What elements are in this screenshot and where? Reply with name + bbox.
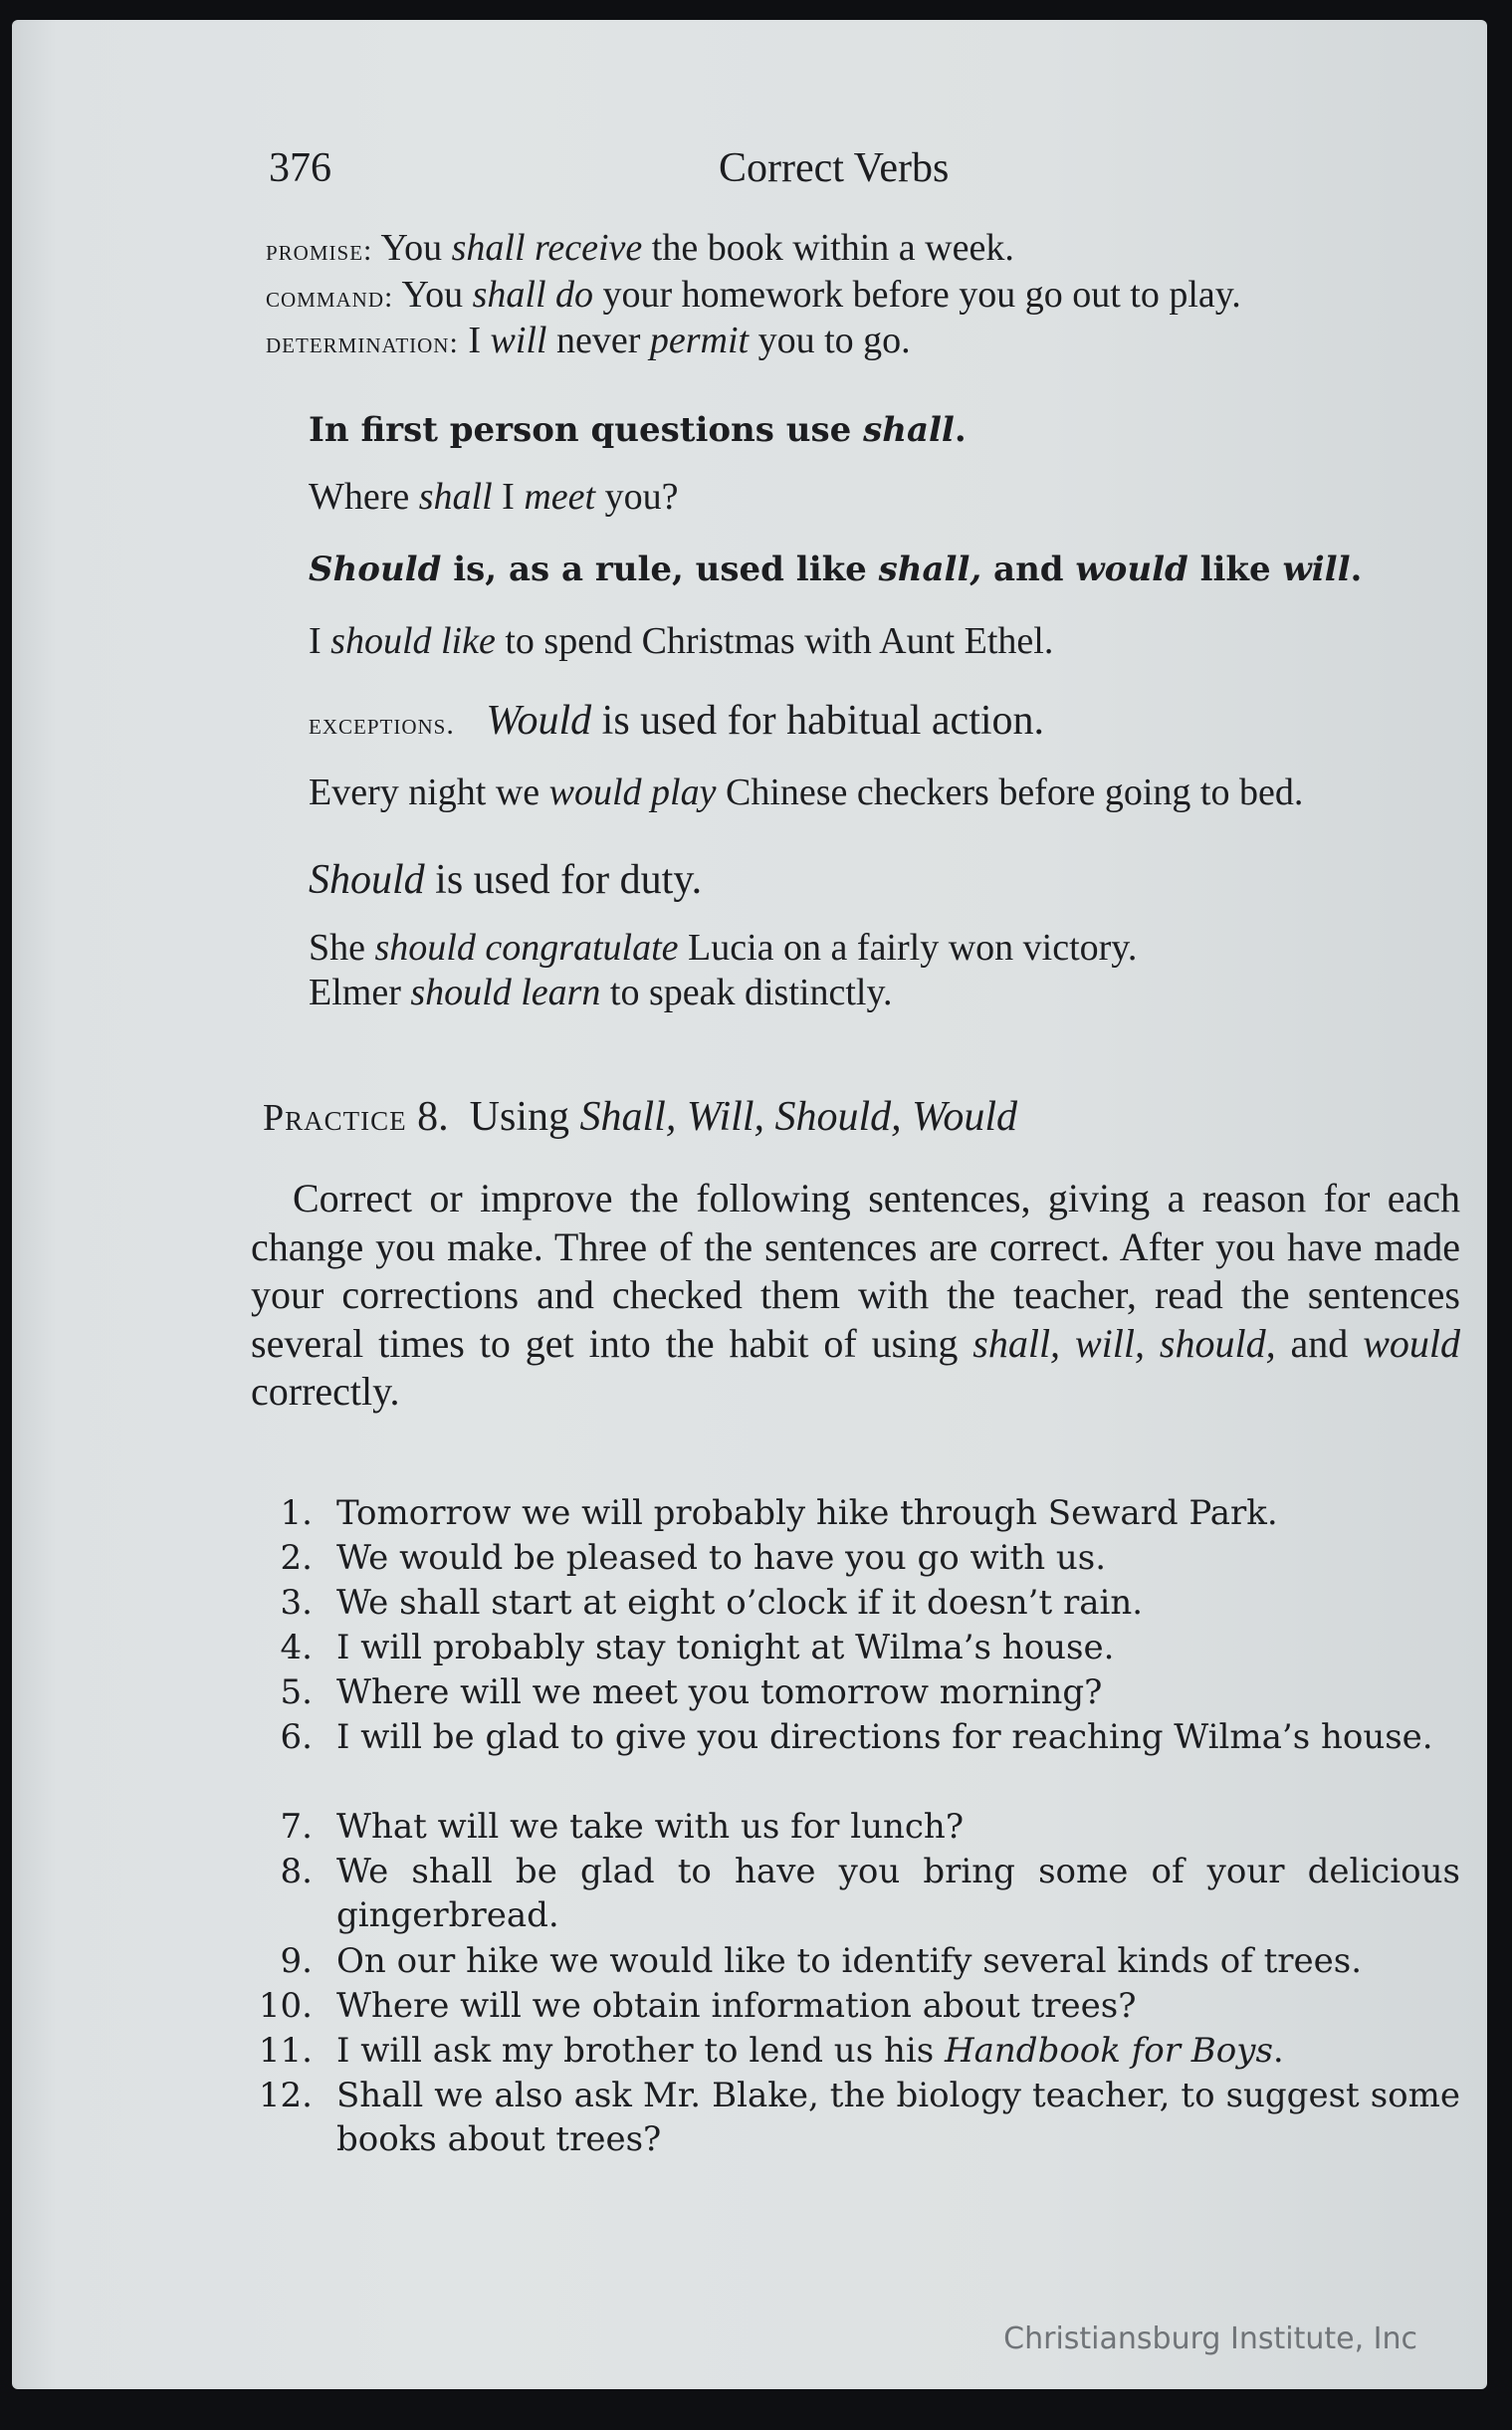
example-should-learn: Elmer should learn to speak distinctly. — [309, 972, 893, 1013]
example-where-shall: Where shall I meet you? — [309, 476, 679, 518]
usage-promise: promise: You shall receive the book within a week. — [266, 227, 1014, 269]
usage-determination: determination: I will never permit you to go. — [266, 320, 911, 361]
rule-should-duty: Should is used for duty. — [309, 857, 703, 903]
usage-command: command: You shall do your homework before you go out to play. — [266, 274, 1241, 316]
book-page: 376 Correct Verbs promise: You shall receive the book within a week. command: You shall do your homework before you go out to play. determination: I will never permit you to go. In first person questions use shall. Where shall I meet you? Should is, as a rule, used like shall, and would like will. I should like to spend Christmas with Aunt Ethel. exceptions. Would is used for habitual action. Every night we would play Chinese checkers before going to bed. Should is used for duty. She should congratulate Lucia on a fairly won victory. Elmer should learn to speak distinctly. Practice 8. Using Shall, Will, Should, Would Correct or improve the following sentences, giving a reason for each change you make. Three of the sentences are correct. After you have made your corrections and checked them with the teacher, read the sentences several times to get into the habit of using shall, will, should, and would correctly. 1. Tomorrow we will probably hike through Seward Park. 2. We would be pleased to have you go with us. 3. We shall start at eight o’clock if it doesn’t rain. 4. I will probably stay tonight at Wilma’s house. 5. Where will we meet you tomorrow morning? 6. I will be glad to give you directions for reaching Wilma’s house. 7. What will we take with us for lunch? 8. We shall be glad to have you bring some of your delicious gingerbread. 9. On our hike we would like to identify several kinds of trees. 10. Where will we obtain information about trees? 11. I will ask my brother to lend us his Handbook for Boys. 12. Shall we also ask Mr. Blake, the biology teacher, to suggest some books about trees? Christiansburg Institute, Inc — [12, 20, 1487, 2389]
page-number: 376 — [269, 145, 331, 191]
practice-instructions: Correct or improve the following sentences, giving a reason for each change you make. Three of the sentences are correct. After you have made your corrections and checked them with the teacher, read the sentences several times to get into the habit of using shall, will, should, and would correctly. — [251, 1176, 1460, 1414]
rule-should-would: Should is, as a rule, used like shall, and would like will. — [309, 550, 1363, 589]
exceptions-rule: exceptions. Would is used for habitual action. — [309, 698, 1045, 744]
example-should-like: I should like to spend Christmas with Aunt Ethel. — [309, 620, 1054, 662]
rule-first-person: In first person questions use shall. — [309, 410, 967, 450]
running-title: Correct Verbs — [719, 145, 950, 191]
watermark: Christiansburg Institute, Inc — [1003, 2321, 1417, 2356]
practice-heading: Practice 8. Using Shall, Will, Should, Would — [263, 1094, 1017, 1140]
example-should-congratulate: She should congratulate Lucia on a fairly won victory. — [309, 927, 1138, 969]
example-would-play: Every night we would play Chinese checkers before going to bed. — [309, 772, 1304, 813]
